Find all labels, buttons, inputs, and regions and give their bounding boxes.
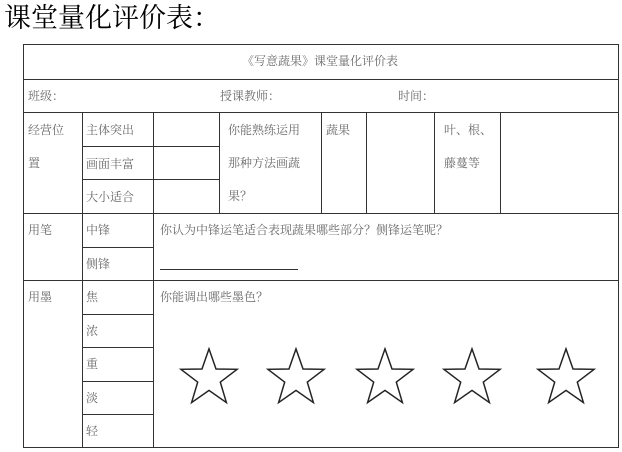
ink-item: 浓 xyxy=(86,324,99,338)
cell-divider xyxy=(82,247,153,248)
brush-question: 你认为中锋运笔适合表现蔬果哪些部分？侧锋运笔呢？ xyxy=(160,223,449,237)
composition-label-line2: 置 xyxy=(28,156,41,170)
ink-item: 重 xyxy=(86,357,99,371)
brush-item: 中锋 xyxy=(86,223,111,237)
row-divider xyxy=(23,280,619,281)
composition-label-line1: 经营位 xyxy=(28,123,65,137)
cell-divider xyxy=(82,179,219,180)
composition-question-line: 你能熟练运用 xyxy=(228,123,301,137)
subject-parts-line: 叶、根、 xyxy=(444,123,493,137)
brush-label: 用笔 xyxy=(28,223,53,237)
star-outline-icon[interactable] xyxy=(354,347,416,405)
time-label: 时间： xyxy=(398,89,435,103)
subject-parts-line: 藤蔓等 xyxy=(444,156,481,170)
table-border-left xyxy=(23,44,24,448)
column-divider xyxy=(366,112,367,213)
answer-line xyxy=(160,269,298,270)
column-divider xyxy=(321,112,322,213)
cell-divider xyxy=(82,314,153,315)
column-divider xyxy=(219,112,220,213)
column-divider xyxy=(434,112,435,213)
table-border-top xyxy=(23,44,619,45)
ink-item: 轻 xyxy=(86,424,99,438)
cell-divider xyxy=(82,347,153,348)
ink-item: 焦 xyxy=(86,290,99,304)
teacher-label: 授课教师： xyxy=(220,89,281,103)
star-rating xyxy=(153,347,619,407)
subject-label: 蔬果 xyxy=(326,123,351,137)
criterion-item: 主体突出 xyxy=(86,123,135,137)
ink-label: 用墨 xyxy=(28,290,53,304)
cell-divider xyxy=(82,146,219,147)
criterion-item: 画面丰富 xyxy=(86,157,135,171)
star-outline-icon[interactable] xyxy=(441,347,503,405)
table-border-bottom xyxy=(23,447,619,448)
page-heading: 课堂量化评价表： xyxy=(4,3,220,34)
cell-divider xyxy=(82,381,153,382)
ink-item: 淡 xyxy=(86,391,99,405)
criterion-item: 大小适合 xyxy=(86,190,135,204)
row-divider xyxy=(23,79,619,80)
star-outline-icon[interactable] xyxy=(178,347,240,405)
row-divider xyxy=(23,213,619,214)
composition-question-line: 果？ xyxy=(228,189,253,203)
class-label: 班级： xyxy=(28,89,65,103)
cell-divider xyxy=(82,414,153,415)
evaluation-table xyxy=(23,44,619,448)
ink-question: 你能调出哪些墨色？ xyxy=(160,290,269,304)
star-outline-icon[interactable] xyxy=(265,347,327,405)
column-divider xyxy=(500,112,501,213)
brush-item: 侧锋 xyxy=(86,257,111,271)
table-title: 《写意蔬果》课堂量化评价表 xyxy=(242,54,399,68)
column-divider xyxy=(82,112,83,448)
star-outline-icon[interactable] xyxy=(535,347,597,405)
composition-question-line: 那种方法画蔬 xyxy=(228,156,301,170)
